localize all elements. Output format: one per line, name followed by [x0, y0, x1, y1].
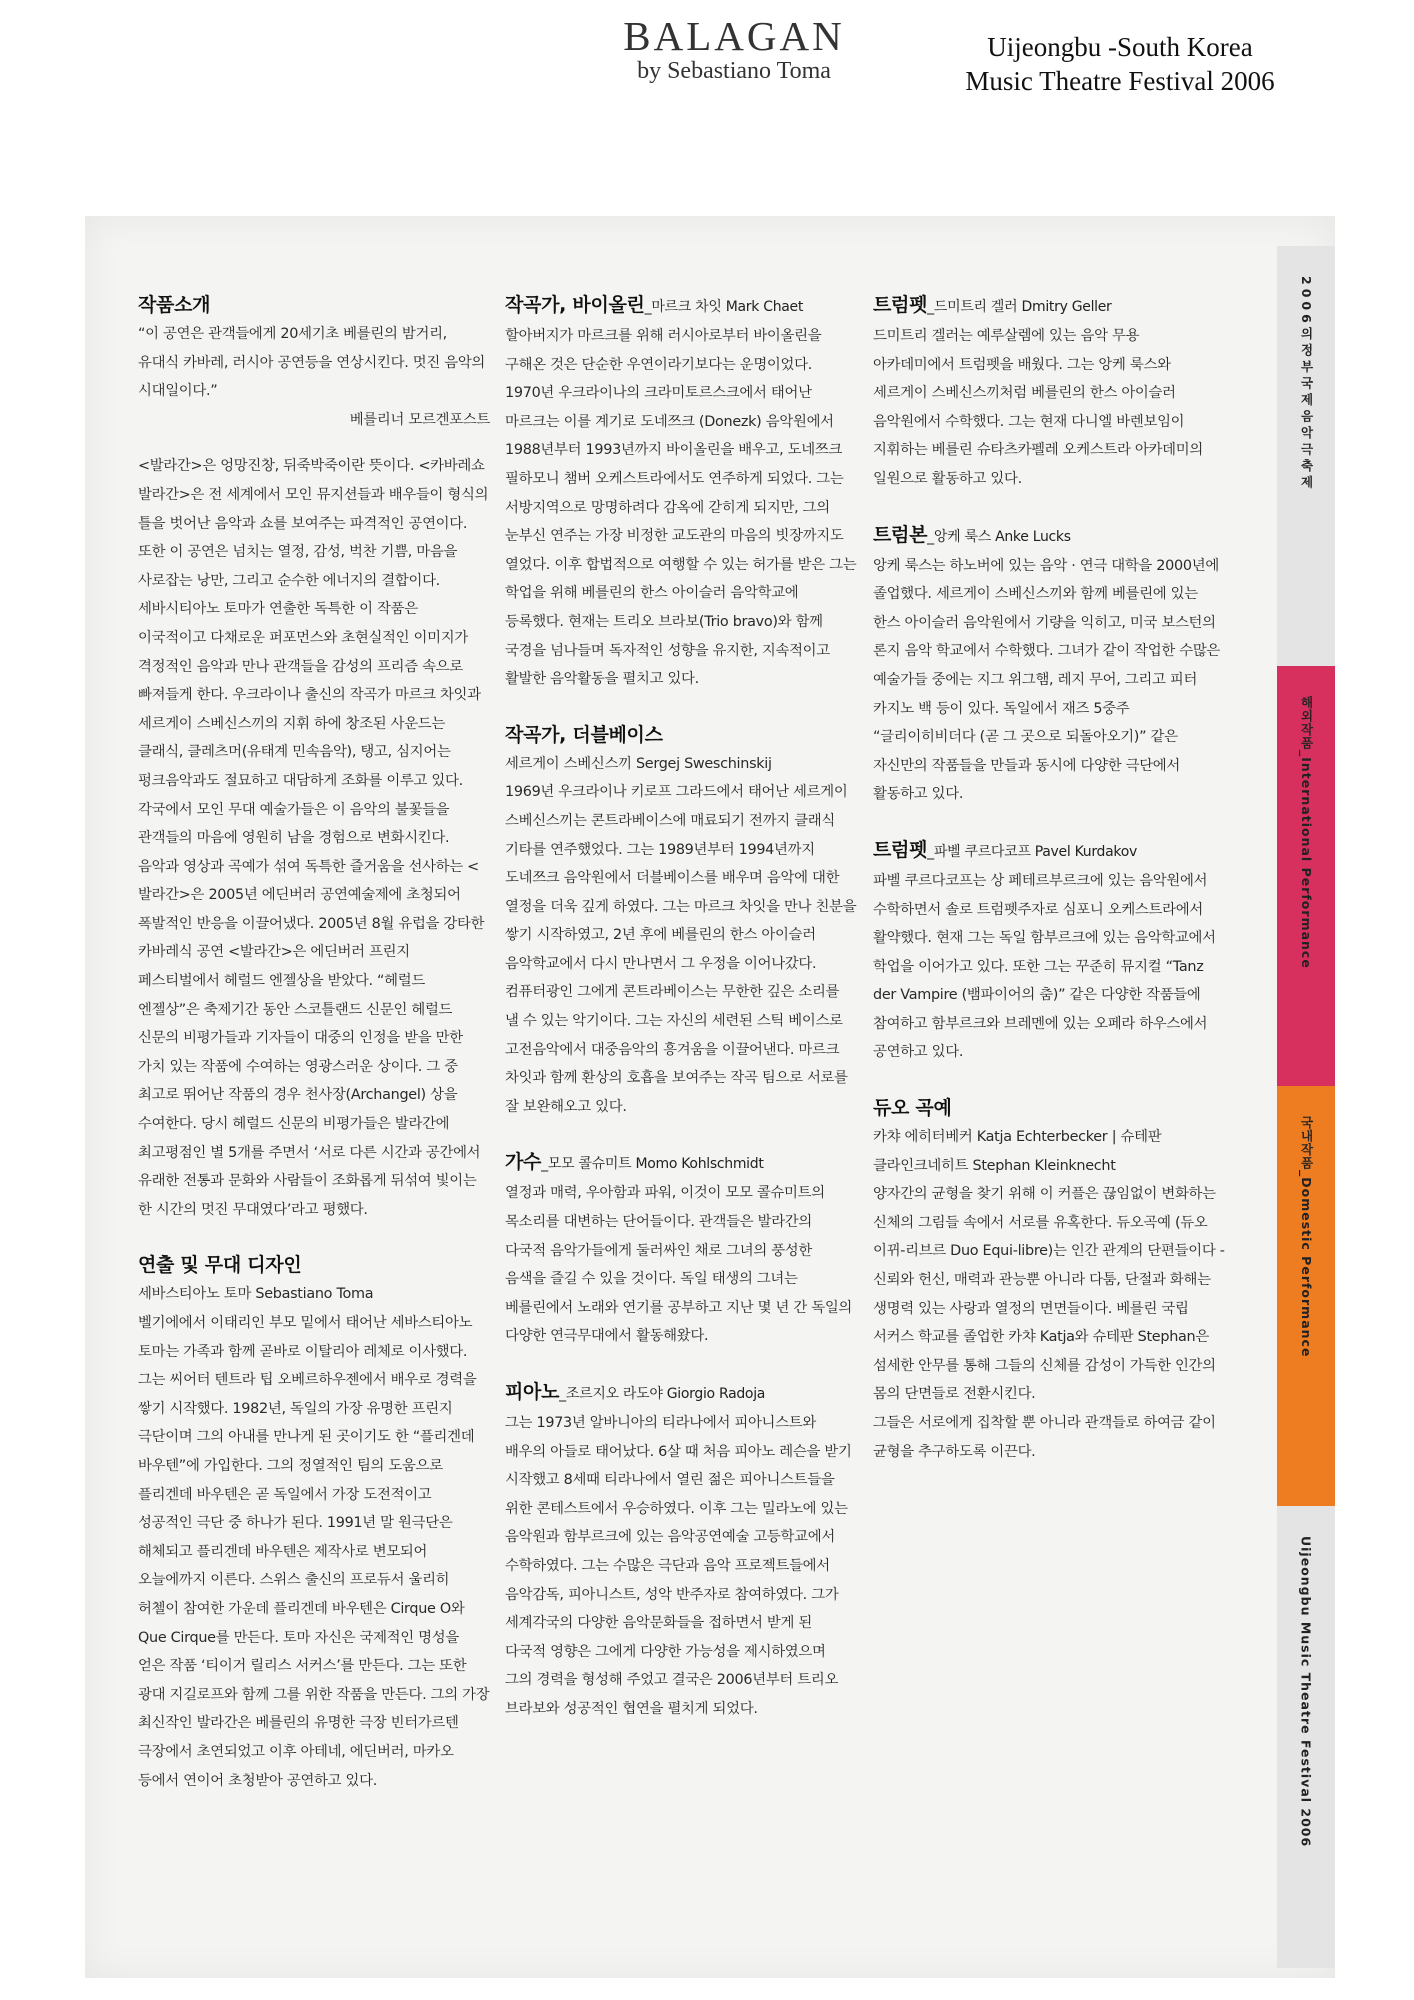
singer-performer: _모모 콜슈미트 Momo Kohlschmidt — [541, 1156, 764, 1173]
trombone-body: 앙케 룩스는 하노버에 있는 음악 · 연극 대학을 2000년에 졸업했다. 세르게이 스베신스끼와 함께 베를린에 있는 한스 아이슬러 음악원에서 기량을 익히고, 미국 보스턴의 론지 음악 학교에서 수학했다. 그녀가 같이 작업한 수많은 예술가들 중에는 지그 위그햄, 레지 무어, 그리고 피터 카지노 백 등이 있다. 독일에서 재즈 5중주 “글리이히비더다 (곧 그 곳으로 되돌아오기)” 같은 자신만의 작품들을 만들과 동시에 다양한 극단에서 활동하고 있다. — [873, 557, 1221, 803]
duo-body: 양자간의 균형을 찾기 위해 이 커플은 끊임없이 변화하는 신체의 그림들 속에서 서로를 유혹한다. 듀오곡예 (듀오 이뀌-리브르 Duo Equi-libre)는 인간 관계의 단편들이다 - 신뢰와 헌신, 매력과 관능뿐 아니라 다툼, 단절과 화해는 생명력 있는 사랑과 열정의 면면들이다. 베를린 국립 서커스 학교를 졸업한 카챠 Katja와 슈테판 Stephan은 섬세한 안무를 통해 그들의 신체를 감성이 가득한 인간의 몸의 단면들로 전환시킨다. — [873, 1186, 1225, 1403]
bass-body: 1969년 우크라이나 키로프 그라드에서 태어난 세르게이 스베신스끼는 콘트라베이스에 매료되기 전까지 클래식 기타를 연주했었다. 그는 1989년부터 1994년까지 도네쯔크 음악원에서 더블베이스를 배우며 음악에 대한 열정을 더욱 깊게 하였다. 그는 마르크 차잇을 만나 친분을 쌓기 시작하였고, 2년 후에 베를린의 한스 아이슬러 음악학교에서 다시 만나면서 그 우정을 이어나갔다. 컴퓨터광인 그에게 콘트라베이스는 무한한 깊은 소리를 낼 수 있는 악기이다. 그는 자신의 세련된 스틱 베이스로 고전음악에서 대중음악의 흥겨움을 이끌어낸다. 마르크 차잇과 함께 환상의 호흡을 보여주는 작곡 팀으로 서로를 잘 보완해오고 있다. — [505, 784, 857, 1115]
header-festival-block — [930, 30, 1310, 98]
trumpet2-heading — [873, 835, 1225, 867]
director-body: 벨기에에서 이태리인 부모 밑에서 태어난 세바스티아노 토마는 가족과 함께 곧바로 이탈리아 레체로 이사했다. 그는 씨어터 텐트라 팁 오베르하우젠에서 배우로 경력을 쌓기 시작했다. 1982년, 독일의 가장 유명한 프린지 극단이며 그의 아내를 만나게 된 곳이기도 한 “플리겐데 바우텐”에 가입한다. 그의 정열적인 팀의 도움으로 플리겐데 바우텐은 곧 독일에서 가장 도전적이고 성공적인 극단 중 하나가 된다. 1991년 말 원극단은 해체되고 플리겐데 바우텐은 제작사로 변모되어 오늘에까지 이른다. 스위스 출신의 프로듀서 울리히 허첼이 참여한 가운데 플리겐데 바우텐은 Cirque O와 Que Cirque를 만든다. 토마 자신은 국제적인 명성을 얻은 작품 ‘티이거 릴리스 서커스’를 만든다. 그는 또한 광대 지길로프와 함께 그를 위한 작품을 만든다. 그의 가장 최신작인 발라간은 베를린의 유명한 극장 빈터가르텐 극장에서 초연되었고 이후 아테네, 에딘버러, 마카오 등에서 연이어 초청받아 공연하고 있다. — [138, 1315, 490, 1789]
violin-title: 작곡가, 바이올린 — [505, 294, 645, 316]
strip-label-domestic: 국내작품_Domestic Performance — [1299, 1116, 1314, 1358]
duo-body-2: 그들은 서로에게 집착할 뿐 아니라 관객들로 하여금 같이 균형을 추구하도록 이끈다. — [873, 1415, 1216, 1460]
director-heading: 연출 및 무대 디자인 — [138, 1254, 302, 1277]
intro-body: <발라간>은 엉망진창, 뒤죽박죽이란 뜻이다. <카바레쇼 발라간>은 전 세계에서 모인 뮤지션들과 배우들이 형식의 틀을 벗어난 음악과 쇼를 보여주는 파격적인 공연이다. 또한 이 공연은 넘치는 열정, 감성, 벅찬 기쁨, 마음을 사로잡는 낭만, 그리고 순수한 에너지의 결합이다. 세바시티아노 토마가 연출한 독특한 이 작품은 이국적이고 다채로운 퍼포먼스와 초현실적인 이미지가 격정적인 음악과 만나 관객들을 감성의 프리즘 속으로 빠져들게 한다. 우크라이나 출신의 작곡가 마르크 차잇과 세르게이 스베신스끼의 지휘 하에 창조된 사운드는 클래식, 클레츠머(유태계 민속음악), 탱고, 심지어는 펑크음악과도 절묘하고 대담하게 조화를 이루고 있다. 각국에서 모인 무대 예술가들은 이 음악의 불꽃들을 관객들의 마음에 영원히 남을 경험으로 변화시킨다. 음악과 영상과 곡예가 섞여 독특한 즐거움을 선사하는 <발라간>은 2005년 에딘버러 공연예술제에 초청되어 폭발적인 반응을 이끌어냈다. 2005년 8월 유럽을 강타한 카바레식 공연 <발라간>은 에딘버러 프린지 페스티벌에서 헤럴드 엔젤상을 받았다. “헤럴드 엔젤상”은 축제기간 동안 스코틀랜드 신문인 헤럴드 신문의 비평가들과 기자들이 대중의 인정을 받을 만한 가치 있는 작품에 수여하는 영광스러운 상이다. 그 중 최고로 뛰어난 작품의 경우 천사장(Archangel) 상을 수여한다. 당시 헤럴드 신문의 비평가들은 발라간에 최고평점인 별 5개를 주면서 ‘서로 다른 시간과 공간에서 유래한 전통과 문화와 사람들이 조화롭게 뒤섞여 빛이는 한 시간의 멋진 무대였다’라고 평했다. — [138, 458, 489, 1218]
column-3 — [873, 290, 1225, 1466]
strip-label-international: 해외작품_International Performance — [1299, 696, 1314, 969]
violin-body: 할아버지가 마르크를 위해 러시아로부터 바이올린을 구해온 것은 단순한 우연이라기보다는 운명이었다. 1970년 우크라이나의 크라미토르스크에서 태어난 마르크는 이를 계기로 도네쯔크 (Donezk) 음악원에서 1988년부터 1993년까지 바이올린을 배우고, 도네쯔크 필하모니 챔버 오케스트라에서도 연주하게 되었다. 그는 서방지역으로 망명하려다 감옥에 갇히게 되지만, 그의 눈부신 연주는 가장 비정한 교도관의 마음의 빗장까지도 열었다. 이후 합법적으로 여행할 수 있는 허가를 받은 그는 학업을 위해 베를린의 한스 아이슬러 음악학교에 등록했다. 현재는 트리오 브라보(Trio bravo)와 함께 국경을 넘나들며 독자적인 성향을 유지한, 지속적이고 활발한 음악활동을 펼치고 있다. — [505, 328, 857, 688]
strip-label-top: 2006의정부국제음악극축제 — [1299, 276, 1314, 492]
festival-name: Music Theatre Festival 2006 — [965, 66, 1275, 96]
page-subtitle: by Sebastiano Toma — [637, 58, 831, 84]
piano-title: 피아노 — [505, 1381, 560, 1403]
side-index-strip — [1277, 246, 1335, 1968]
trumpet1-heading — [873, 290, 1225, 322]
trombone-title: 트럼본 — [873, 523, 928, 546]
trombone-heading — [873, 520, 1225, 552]
trumpet2-body: 파벨 쿠르다코프는 상 페테르부르크에 있는 음악원에서 수학하면서 솔로 트럼펫주자로 심포니 오케스트라에서 활약했다. 현재 그는 독일 함부르크에 있는 음악학교에서 학업을 이어가고 있다. 또한 그는 꾸준히 뮤지컬 “Tanz der Vampire (뱀파이어의 춤)” 같은 다양한 작품들에 참여하고 함부르크와 브레멘에 있는 오페라 하우스에서 공연하고 있다. — [873, 872, 1216, 1061]
column-1 — [138, 290, 490, 1795]
piano-heading — [505, 1377, 857, 1409]
piano-performer: _조르지오 라도야 Giorgio Radoja — [559, 1386, 766, 1402]
violin-performer: _마르크 차잇 Mark Chaet — [644, 299, 804, 315]
festival-location: Uijeongbu -South Korea — [987, 32, 1253, 62]
violin-heading — [505, 290, 857, 322]
singer-heading — [505, 1147, 857, 1179]
director-name: 세바스티아노 토마 Sebastiano Toma — [138, 1286, 374, 1303]
strip-label-bottom: Uijeongbu Music Theatre Festival 2006 — [1298, 1536, 1314, 1848]
piano-body: 그는 1973년 알바니아의 티라나에서 피아니스트와 배우의 아들로 태어났다. 6살 때 처음 피아노 레슨을 받기 시작했고 8세때 티라나에서 열린 젊은 피아니스트들을 위한 콘테스트에서 우승하였다. 이후 그는 밀라노에 있는 음악원과 함부르크에 있는 음악공연예술 고등학교에서 수학하였다. 그는 수많은 극단과 음악 프로젝트들에서 음악감독, 피아니스트, 성악 반주자로 참여하였다. 그가 세계각국의 다양한 음악문화들을 접하면서 받게 된 다국적 영향은 그에게 다양한 가능성을 제시하였으며 그의 경력을 형성해 주었고 결국은 2006년부터 트리오 브라보와 성공적인 협연을 펼치게 되었다. — [505, 1415, 852, 1717]
trumpet2-title: 트럼펫 — [873, 838, 928, 861]
quote-source: 베를리너 모르겐포스트 — [349, 411, 490, 428]
strip-label-domestic-wrap — [1277, 1116, 1335, 1357]
trumpet2-performer: _파벨 쿠르다코프 Pavel Kurdakov — [927, 843, 1137, 860]
trombone-performer: _앙케 룩스 Anke Lucks — [927, 528, 1071, 545]
duo-heading: 듀오 곡예 — [873, 1097, 952, 1120]
strip-label-top-wrap — [1277, 276, 1335, 492]
singer-title: 가수 — [505, 1151, 542, 1174]
intro-heading: 작품소개 — [138, 294, 211, 316]
bass-performer: 세르게이 스베신스끼 Sergej Sweschinskij — [505, 755, 772, 772]
bass-heading: 작곡가, 더블베이스 — [505, 723, 663, 746]
intro-quote: “이 공연은 관객들에게 20세기초 베를린의 밤거리, 유대식 카바레, 러시아 공연등을 연상시킨다. 멋진 음악의 시대일이다.” — [138, 326, 486, 400]
strip-label-bottom-wrap — [1277, 1536, 1335, 1847]
duo-performers: 카챠 에히터베커 Katja Echterbecker | 슈테판 클라인크네히트 Stephan Kleinknecht — [873, 1129, 1162, 1174]
singer-body: 열정과 매력, 우아함과 파워, 이것이 모모 콜슈미트의 목소리를 대변하는 단어들이다. 관객들은 발라간의 다국적 음악가들에게 둘러싸인 채로 그녀의 풍성한 음색을 즐길 수 있을 것이다. 독일 태생의 그녀는 베를린에서 노래와 연기를 공부하고 지난 몇 년 간 독일의 다양한 연극무대에서 활동해왔다. — [505, 1185, 853, 1345]
trumpet1-performer: _드미트리 겔러 Dmitry Geller — [927, 299, 1112, 315]
page-title: BALAGAN — [623, 13, 845, 59]
strip-label-international-wrap — [1277, 696, 1335, 969]
trumpet1-body: 드미트리 겔러는 예루살렘에 있는 음악 무용 아카데미에서 트럼펫을 배웠다. 그는 앙케 룩스와 세르게이 스베신스끼처럼 베를린의 한스 아이슬러 음악원에서 수학했다. 그는 현재 다니엘 바렌보임이 지휘하는 베를린 슈타츠카펠레 오케스트라 아카데미의 일원으로 활동하고 있다. — [873, 328, 1203, 487]
trumpet1-title: 트럼펫 — [873, 294, 928, 316]
header-title-block — [604, 14, 864, 84]
column-2 — [505, 290, 857, 1724]
